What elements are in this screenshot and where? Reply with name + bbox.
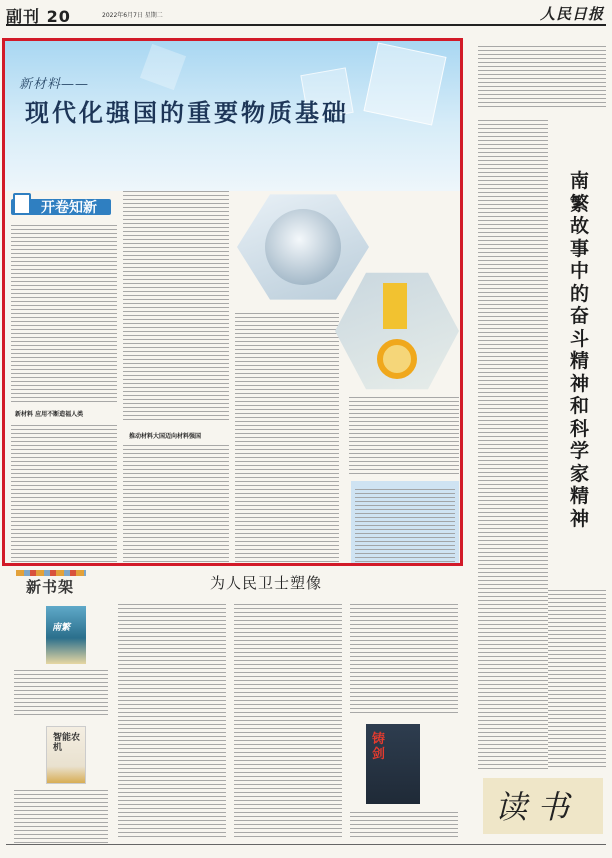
feature-text	[349, 397, 459, 475]
feature-banner	[5, 41, 460, 191]
material-photo-hexagon	[237, 191, 369, 303]
sidebar-article-title: 南繁故事中的奋斗精神和科学家精神	[570, 170, 590, 530]
reading-logo-text: 读书	[495, 788, 580, 826]
reading-section-logo	[483, 778, 603, 834]
book-cover-2	[46, 726, 86, 784]
robot-arm-photo	[383, 283, 407, 329]
newspaper-logo: 人民日报	[539, 5, 604, 23]
feature-article	[2, 38, 463, 566]
feature-kicker: 新材料——	[19, 77, 90, 92]
glass-dish-photo	[265, 209, 341, 285]
info-box-text	[355, 489, 455, 566]
page-footer	[6, 844, 606, 854]
feature-text	[235, 313, 339, 565]
glass-cube-decoration	[363, 42, 446, 125]
book-3-caption	[350, 812, 458, 838]
book-cover-3	[366, 724, 420, 804]
article2-text	[234, 604, 342, 840]
article2-text	[350, 604, 458, 716]
article2-text	[118, 604, 226, 840]
book-cover-1-title: 南繁	[52, 623, 71, 633]
book-cover-2-title: 智能农机	[53, 733, 81, 753]
lab-photo-hexagon	[335, 269, 459, 393]
new-books-title: 新书架	[26, 578, 75, 596]
book-1-description	[14, 670, 108, 718]
book-2-description	[14, 790, 108, 846]
column-badge-label: 开卷知新	[41, 200, 97, 216]
info-box	[351, 481, 459, 566]
masthead	[6, 4, 606, 26]
right-column-text-2	[548, 590, 606, 770]
feature-headline: 现代化强国的重要物质基础	[25, 99, 349, 127]
section-label: 副刊 20	[6, 7, 71, 26]
feature-text	[123, 191, 229, 423]
glass-cube-decoration	[140, 44, 186, 90]
book-cover-3-title: 铸剑	[372, 732, 386, 762]
feature-subhead-1: 新材料 应用不断造福人类	[15, 411, 84, 418]
open-book-icon	[13, 193, 31, 215]
right-top-text	[478, 46, 606, 108]
issue-date: 2022年6月7日 星期二	[102, 12, 163, 19]
material-ring-photo	[377, 339, 417, 379]
book-cover-1	[46, 606, 86, 664]
feature-text	[11, 425, 117, 565]
feature-text	[11, 225, 117, 403]
feature-text	[123, 445, 229, 565]
right-column-text	[478, 120, 548, 770]
feature-subhead-2: 推动材料大国迈向材料强国	[129, 433, 202, 440]
column-badge	[11, 191, 117, 221]
article2-title: 为人民卫士塑像	[210, 574, 323, 592]
new-books-column	[12, 570, 108, 850]
